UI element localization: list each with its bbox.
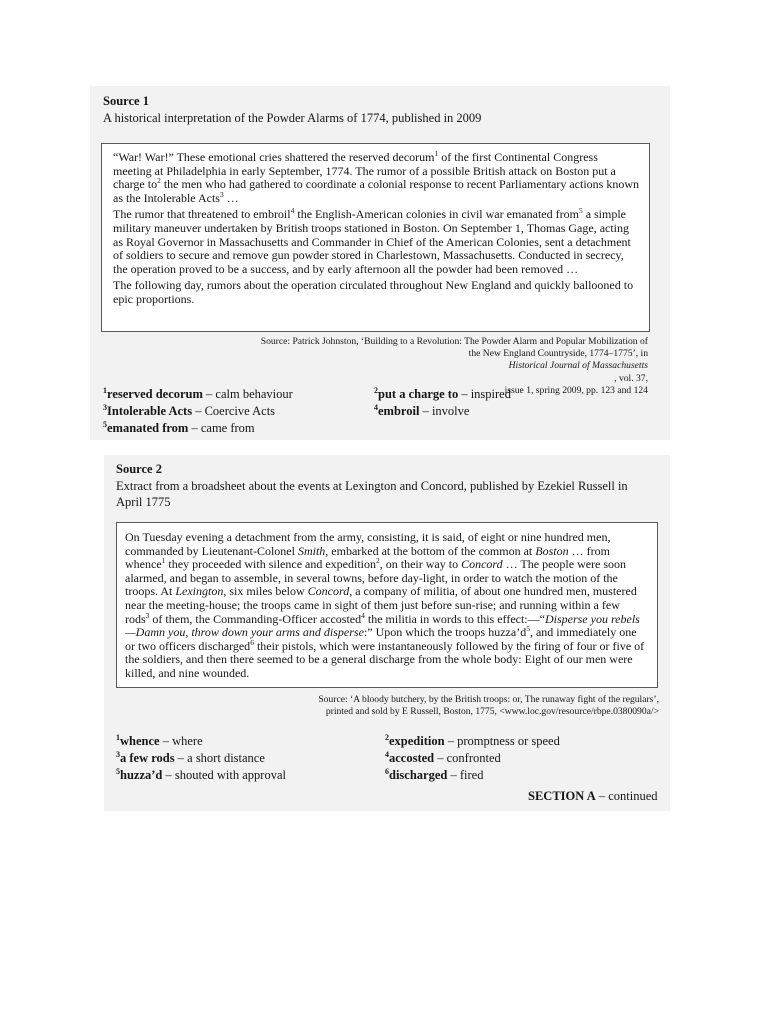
glossary-term: expedition (389, 734, 445, 748)
glossary-item (116, 734, 203, 749)
footnote-ref: 5 (578, 206, 583, 216)
glossary-number: 3 (103, 402, 107, 412)
source-2-credit (179, 694, 659, 718)
credit-line (179, 694, 659, 706)
glossary-term: emanated from (107, 421, 189, 435)
section-label: SECTION A (528, 789, 596, 803)
credit-line (178, 336, 648, 348)
footnote-ref: 1 (434, 149, 439, 158)
source-1-description: A historical interpretation of the Powder Alarms of 1774, published in 2009 (103, 111, 482, 125)
source-2-extract (116, 522, 658, 688)
footnote-ref: 2 (376, 556, 380, 566)
glossary-item (116, 751, 265, 766)
glossary-term: Intolerable Acts (107, 404, 193, 418)
glossary-definition: – fired (447, 768, 484, 782)
glossary-item (385, 768, 483, 783)
text-run: the New England Countryside, 1774–1775’, in (468, 348, 648, 360)
glossary-term: accosted (389, 751, 435, 765)
glossary-definition: – confronted (434, 751, 501, 765)
italic-run: Smith (297, 543, 326, 558)
text-run: of the first Continental Congress meeting at Philadelphia in early September, 1774. The rumor of a possible British attack on Boston put a charge to (113, 150, 616, 192)
glossary-term: discharged (389, 768, 448, 782)
glossary-item (374, 404, 469, 419)
extract-paragraph (125, 531, 647, 681)
text-run: of them, the Commanding-Officer accosted (149, 611, 362, 626)
text-run: printed and sold by E Russell, Boston, 1775, <www.loc.gov/resource/rbpe.0380090a/> (325, 706, 659, 718)
footnote-ref: 6 (250, 637, 254, 647)
text-run: , and immediately one or two officers discharged (125, 625, 637, 653)
text-run: the militia in words to this effect:—“ (364, 611, 545, 626)
glossary-number: 5 (103, 419, 107, 429)
text-run: the English-American colonies in civil war emanated from (294, 207, 579, 222)
source-2-heading: Source 2 (116, 462, 162, 476)
text-run: :” Upon which the troops huzza’d (363, 625, 527, 640)
glossary-number: 4 (374, 402, 378, 412)
italic-run: Disperse you rebels—Damn you, throw down your arms and disperse (125, 611, 640, 640)
glossary-definition: – shouted with approval (162, 768, 286, 782)
text-run: … from whence (125, 543, 610, 572)
italic-run: Lexington (175, 584, 224, 599)
italic-run: Boston (535, 543, 569, 558)
text-run: , six miles below (223, 584, 308, 599)
glossary-term: put a charge to (378, 387, 459, 401)
extract-paragraph (113, 208, 639, 276)
glossary-definition: – Coercive Acts (192, 404, 276, 418)
glossary-term: a few rods (120, 751, 175, 765)
glossary-definition: – a short distance (174, 751, 265, 765)
glossary-number: 5 (116, 766, 120, 776)
section-footer (528, 789, 658, 804)
glossary-term: reserved decorum (107, 387, 203, 401)
footnote-ref: 1 (161, 556, 166, 566)
text-run: … (223, 190, 239, 205)
text-run: issue 1, spring 2009, pp. 123 and 124 (504, 384, 648, 396)
glossary-definition: – came from (188, 421, 255, 435)
text-run: On Tuesday evening a detachment from the army, consisting, it is said, of eight or nine hundred men, commanded by Lieutenant-Colonel (125, 530, 611, 558)
glossary-number: 1 (116, 732, 120, 742)
glossary-item (103, 387, 293, 402)
extract-paragraph (113, 151, 639, 205)
footnote-ref: 3 (145, 610, 150, 620)
text-run: Source: ‘A bloody butchery, by the British troops: or, The runaway fight of the regulars’, (318, 694, 659, 705)
credit-line (178, 348, 648, 385)
text-run: The following day, rumors about the operation circulated throughout New England and quickly ballooned to epic proportions. (113, 278, 634, 306)
glossary-item (103, 421, 255, 436)
glossary-number: 4 (385, 749, 389, 759)
text-run: they proceeded with silence and expedition (165, 557, 376, 572)
glossary-number: 2 (374, 385, 378, 395)
glossary-item (116, 768, 286, 783)
text-run: “War! War!” These emotional cries shattered the reserved decorum (113, 150, 435, 164)
glossary-number: 6 (385, 766, 389, 776)
text-run: , on their way to (379, 557, 462, 572)
glossary-term: whence (120, 734, 160, 748)
italic-run: Concord (461, 557, 503, 572)
text-run: Source: Patrick Johnston, ‘Building to a Revolution: The Powder Alarm and Popular Mobilization of (260, 336, 648, 347)
footnote-ref: 3 (219, 189, 224, 199)
glossary-definition: – inspired (458, 387, 511, 401)
text-run: … The people were soon alarmed, and began to assemble, in several towns, before day-light, in order to watch the motion of the troops. At (125, 557, 627, 599)
credit-line (179, 706, 659, 718)
extract-paragraph (113, 279, 639, 306)
glossary-term: embroil (378, 404, 420, 418)
glossary-definition: – promptness or speed (444, 734, 560, 748)
glossary-definition: – where (159, 734, 203, 748)
text-run: , vol. 37, (614, 372, 648, 384)
glossary-definition: – calm behaviour (202, 387, 293, 401)
glossary-term: huzza’d (120, 768, 163, 782)
glossary-item (103, 404, 275, 419)
italic-run: Historical Journal of Massachusetts (508, 360, 648, 372)
glossary-item (385, 751, 501, 766)
glossary-number: 2 (385, 732, 389, 742)
source-2-description: Extract from a broadsheet about the events at Lexington and Concord, published by Ezekiel Russell in April 1775 (116, 479, 628, 509)
italic-run: Concord (307, 584, 350, 599)
text-run: , a company of militia, of about one hundred men, mustered near the meeting-house; the troops came in sight of them just before sun-rise; and running within a few rods (125, 584, 637, 626)
footnote-ref: 4 (361, 610, 365, 620)
source-1-heading: Source 1 (103, 94, 149, 108)
footnote-ref: 2 (157, 176, 161, 186)
glossary-item (385, 734, 560, 749)
footnote-ref: 5 (526, 624, 530, 634)
text-run: a simple military maneuver undertaken by British troops stationed in Boston. On September 1, Thomas Gage, acting as Royal Governor in Massachusetts and Commander in Chief of the American Colonies, sent a detachment of soldiers to secure and remove gun powder stored in Charlestown, Massachusetts. Conducted in secrecy, the operation proved to be a success, and by early afternoon all the powder had been removed … (113, 207, 631, 276)
source-1-extract (101, 143, 650, 332)
text-run: The rumor that threatened to embroil (113, 207, 291, 222)
glossary-number: 3 (116, 749, 120, 759)
glossary-item (374, 387, 511, 402)
section-suffix: – continued (595, 789, 658, 803)
text-run: their pistols, which were instantaneously followed by the firing of four or five of the soldiers, and then there seemed to be a general discharge from the whole body: Eight of our men were killed, and nine wounded. (125, 638, 645, 680)
glossary-number: 1 (103, 385, 107, 395)
footnote-ref: 4 (290, 206, 295, 216)
text-run: the men who had gathered to coordinate a colonial response to recent Parliamentary actions known as the Intolerable Acts (113, 177, 640, 205)
text-run: , embarked at the bottom of the common at (325, 543, 536, 558)
glossary-definition: – involve (419, 404, 470, 418)
